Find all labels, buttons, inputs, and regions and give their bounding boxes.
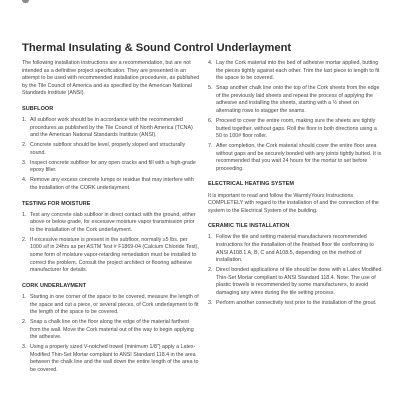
item-text: Starting in one corner of the space to be covered, measure the length of the space and cut a piece, or several pieces, of Cork underlayment to fit the length of the space to be covered. bbox=[30, 293, 199, 316]
instruction-list bbox=[22, 212, 200, 275]
item-number: 2. bbox=[22, 142, 27, 149]
list-item bbox=[22, 212, 200, 235]
item-number: 1. bbox=[22, 293, 27, 300]
item-number: 5. bbox=[208, 85, 213, 92]
item-text: Test any concrete slab subfloor in direct contact with the ground, either above or below grade, for excessive moisture vapor transmission prior to the installation of the Cork underlayment. bbox=[30, 211, 196, 233]
item-number: 3. bbox=[22, 159, 27, 166]
item-number: 7. bbox=[208, 143, 213, 150]
list-item bbox=[22, 319, 200, 342]
item-number: 1. bbox=[22, 117, 27, 124]
item-number: 1. bbox=[208, 234, 213, 241]
list-item bbox=[208, 85, 382, 115]
list-item bbox=[208, 267, 382, 297]
instruction-list bbox=[208, 234, 382, 307]
item-text: Using a properly sized V-notched trowel (minimum 1/8") apply a Latex-Modified Thin-Set Mortar compliant to ANSI Standard 118.4 in the area between the chalk line and the wall down the entire length of the area to be covered. bbox=[30, 344, 199, 374]
item-number: 4. bbox=[22, 177, 27, 184]
section-heading: SUBFLOOR bbox=[22, 105, 54, 112]
item-text: After completion, the Cork material should cover the entire floor area without gaps and be securely bonded with any joints tightly butted. It is recommended that you wait 24 hours for the mortar to set before proceeding. bbox=[216, 143, 382, 172]
section-electrical-heating-system bbox=[208, 181, 382, 215]
item-number: 6. bbox=[208, 117, 213, 124]
item-text: Snap another chalk line onto the top of the Cork sheets from the edge of the previously laid sheets and repeat the process of applying the adhesive and installing the sheets, starting with a ½ sheet on alternating rows to stagger the seams. bbox=[216, 85, 380, 114]
item-number: 3. bbox=[22, 344, 27, 351]
section-heading: CERAMIC TILE INSTALLATION bbox=[208, 223, 290, 230]
list-item bbox=[208, 234, 382, 264]
logo-fragment bbox=[22, 0, 29, 3]
item-text: All subfloor work should be in accordance with the recommended procedures as published by the Tile Council of North America (TCNA) and the American National Standards Institute (ANSI). bbox=[30, 117, 193, 139]
list-item bbox=[22, 177, 200, 192]
section-heading: CORK UNDERLAYMENT bbox=[22, 282, 87, 289]
item-number: 2. bbox=[22, 236, 27, 243]
list-item bbox=[22, 142, 200, 157]
item-number: 1. bbox=[22, 211, 27, 218]
section-subfloor bbox=[22, 106, 200, 193]
page-title: Thermal Insulating & Sound Control Underlayment bbox=[22, 42, 292, 54]
section-cork-underlayment bbox=[22, 283, 200, 375]
paragraph: It is important to read and follow the WarmlyYours Instructions COMPLETELY with regard to the installation of and the connection of the system to the Electrical System of the building. bbox=[208, 192, 379, 214]
item-number: 3. bbox=[208, 299, 213, 306]
list-item bbox=[22, 160, 200, 175]
list-item bbox=[22, 294, 200, 317]
intro-paragraph: The following installation instructions are a recommendation, but are not intended as a definitive project specification. They are presented in an attempt to be used with recommended installation procedures, as published by the Tile Council of America and as specified by the American National Standards Institute (ANSI). bbox=[22, 60, 200, 97]
item-number: 2. bbox=[208, 267, 213, 274]
right-column bbox=[208, 60, 382, 316]
item-text: Follow the tile and setting material manufacturers recommended instructions for the installation of the finished floor tile conforming to ANSI A108.1 A, B, C and A108.5, depending on the method of installation. bbox=[216, 234, 374, 264]
section-cork-underlayment-continued bbox=[208, 60, 382, 173]
list-item bbox=[208, 118, 382, 141]
item-text: Snap a chalk line on the floor along the edge of the material farthest from the wall. Move the Cork material out of the way to begin applying the adhesive. bbox=[30, 319, 194, 341]
item-number: 4. bbox=[208, 60, 213, 66]
item-text: If excessive moisture is present in the subfloor, normally ≥5 lbs. per 1000 s/f in 24hrs as per ASTM Test # F1869-04 (Calcium Chloride Test), some form of moisture vapor-retarding remediation must be installed to correct the problem. Consult the project architect or flooring adhesive manufacturer for details. bbox=[30, 236, 199, 274]
list-item bbox=[208, 143, 382, 173]
item-text: Concrete subfloor should be level, properly sloped and structurally sound. bbox=[30, 142, 186, 156]
left-column bbox=[22, 60, 200, 383]
instruction-list bbox=[22, 117, 200, 193]
list-item bbox=[22, 117, 200, 140]
section-ceramic-tile-installation bbox=[208, 223, 382, 307]
section-heading: ELECTRICAL HEATING SYSTEM bbox=[208, 181, 294, 188]
item-text: Direct bonded applications of tile should be done with a Latex Modified Thin-Set Mortar compliant to ANSI Standard 118.4. Note: The use of plastic trowels is recommended by some manufacturers, to avoid damaging any wires during the tile setting process. bbox=[216, 267, 382, 296]
instruction-list bbox=[208, 60, 382, 173]
item-text: Inspect concrete subfloor for any open cracks and fill with a high-grade epoxy filler. bbox=[30, 159, 196, 174]
list-item bbox=[208, 60, 382, 83]
list-item bbox=[22, 237, 200, 275]
list-item bbox=[208, 300, 382, 308]
item-text: Proceed to cover the entire room, making sure the sheets are tightly butted together, without gaps. Roll the floor in both directions using a 50 to 100# floor roller. bbox=[216, 117, 377, 140]
instruction-list bbox=[22, 294, 200, 375]
item-number: 2. bbox=[22, 319, 27, 326]
item-text: Remove any excess concrete lumps or residue that may interfere with the installation of the CORK underlayment. bbox=[30, 177, 194, 191]
section-testing-for-moisture bbox=[22, 201, 200, 275]
item-text: Lay the Cork material into the bed of adhesive mortar applied, butting the pieces tightly against each other. Trim the last piece to length to fit the space to be covered. bbox=[216, 60, 380, 82]
list-item bbox=[22, 344, 200, 374]
item-text: Perform another connectivity test prior to the installation of the grout. bbox=[216, 299, 377, 306]
section-heading: TESTING FOR MOISTURE bbox=[22, 200, 91, 207]
